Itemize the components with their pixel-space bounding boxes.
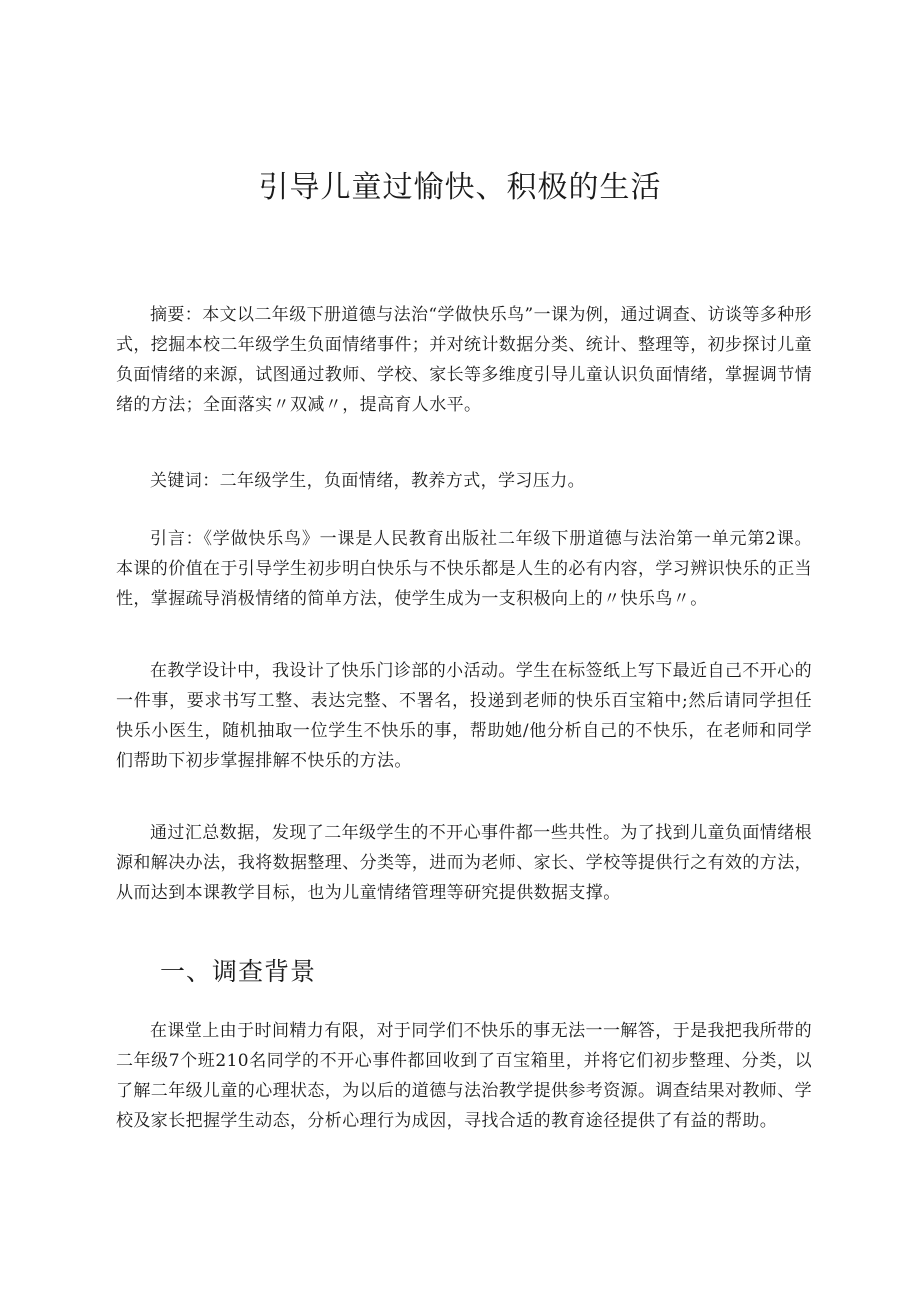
page-title: 引导儿童过愉快、积极的生活 <box>258 170 662 205</box>
survey-background-paragraph: 在课堂上由于时间精力有限，对于同学们不快乐的事无法一一解答，于是我把我所带的二年级7个班210名同学的不开心事件都回收到了百宝箱里，并将它们初步整理、分类，以了解二年级儿童的心理状态，为以后的道德与法治教学提供参考资源。调查结果对教师、学校及家长把握学生动态，分析心理行为成因，寻找合适的教育途径提供了有益的帮助。 <box>116 1021 812 1131</box>
section-heading-survey-background: 一、调查背景 <box>160 957 317 986</box>
data-summary-paragraph: 通过汇总数据，发现了二年级学生的不开心事件都一些共性。为了找到儿童负面情绪根源和解决办法，我将数据整理、分类等，进而为老师、家长、学校等提供行之有效的方法，从而达到本课教学目标，也为儿童情绪管理等研究提供数据支撑。 <box>116 823 812 903</box>
introduction-paragraph: 引言：《学做快乐鸟》一课是人民教育出版社二年级下册道德与法治第一单元第2课。本课的价值在于引导学生初步明白快乐与不快乐都是人生的必有内容，学习辨识快乐的正当性，掌握疏导消极情绪的简单方法，使学生成为一支积极向上的〃快乐鸟〃。 <box>116 529 812 609</box>
keywords-paragraph: 关键词：二年级学生，负面情绪，教养方式，学习压力。 <box>150 471 585 491</box>
teaching-design-paragraph: 在教学设计中，我设计了快乐门诊部的小活动。学生在标签纸上写下最近自己不开心的一件事，要求书写工整、表达完整、不署名，投递到老师的快乐百宝箱中;然后请同学担任快乐小医生，随机抽取一位学生不快乐的事，帮助她/他分析自己的不快乐，在老师和同学们帮助下初步掌握排解不快乐的方法。 <box>116 661 812 771</box>
abstract-paragraph: 摘要：本文以二年级下册道德与法治“学做快乐鸟”一课为例，通过调查、访谈等多种形式，挖掘本校二年级学生负面情绪事件；并对统计数据分类、统计、整理等，初步探讨儿童负面情绪的来源，试图通过教师、学校、家长等多维度引导儿童认识负面情绪，掌握调节情绪的方法；全面落实〃双减〃，提高育人水平。 <box>116 305 812 415</box>
